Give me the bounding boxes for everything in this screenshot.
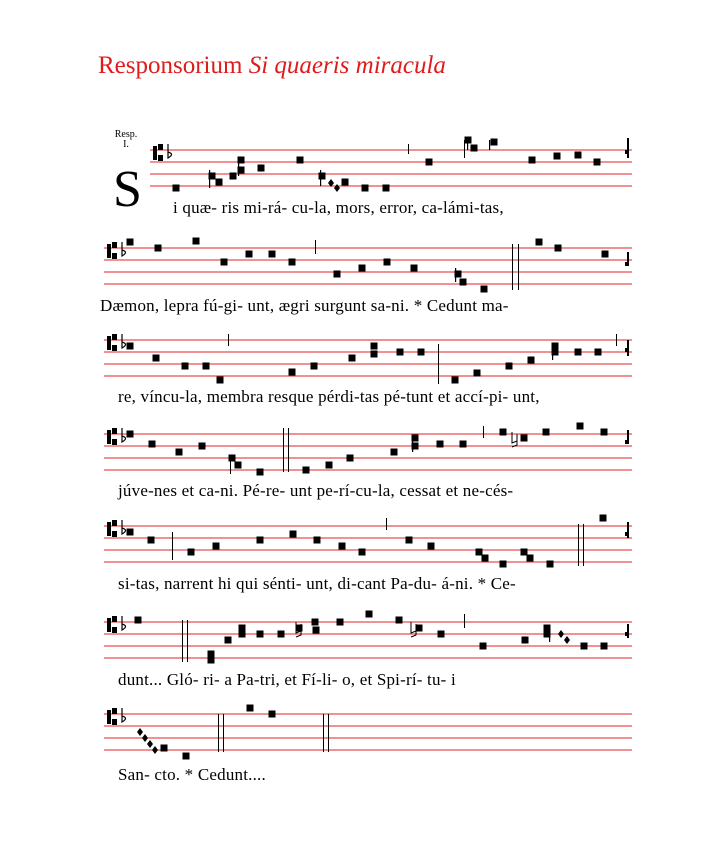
bar-line <box>218 714 219 752</box>
neume-note <box>396 617 403 624</box>
clef-icon <box>107 244 111 258</box>
neume-note <box>127 529 134 536</box>
lyric-line-7: San- cto. * Cedunt.... <box>118 765 266 784</box>
neume-note <box>312 619 319 626</box>
neume-stem <box>320 170 321 186</box>
neume-note <box>269 251 276 258</box>
neume-note <box>491 139 498 146</box>
bar-line <box>172 532 173 560</box>
lyric-line-3: re, víncu-la, membra resque pérdi-tas pé-tunt et accí-pi- unt, <box>118 387 540 406</box>
clef-icon <box>153 146 157 160</box>
lyric-line-2: Dæmon, lepra fú-gi- unt, ægri surgunt sa-ni. * Cedunt ma- <box>100 296 509 315</box>
neume-note <box>554 153 561 160</box>
neume-note <box>474 370 481 377</box>
neume-note <box>476 549 483 556</box>
neume-note <box>527 555 534 562</box>
custos-icon <box>625 632 629 636</box>
clef-icon <box>112 242 117 248</box>
bar-line <box>328 714 329 752</box>
flat-icon <box>122 708 126 722</box>
neume-note <box>148 537 155 544</box>
bar-line <box>583 524 584 566</box>
neume-note <box>506 363 513 370</box>
neume-note <box>460 441 467 448</box>
clef-icon <box>112 616 117 622</box>
neume-note <box>594 159 601 166</box>
neume-note <box>314 537 321 544</box>
neume-note <box>188 549 195 556</box>
clef-icon <box>112 719 117 725</box>
neume-note <box>334 271 341 278</box>
neume-note <box>217 377 224 384</box>
neume-note <box>127 343 134 350</box>
neume-note <box>297 157 304 164</box>
neume-note <box>173 185 180 192</box>
neume-stem <box>238 158 239 176</box>
flat-icon <box>122 242 126 256</box>
lyric-line-5: si-tas, narrent hi qui sénti- unt, di-cant Pa-du- á-ni. * Ce- <box>118 574 516 593</box>
neume-stem <box>489 140 490 150</box>
neume-note <box>581 643 588 650</box>
initial-letter: S <box>113 161 142 218</box>
neume-note <box>257 537 264 544</box>
neume-note <box>521 549 528 556</box>
neume-note <box>193 238 200 245</box>
lyric-line-6: dunt... Gló- ri- a Pa-tri, et Fí-li- o, et Spi-rí- tu- i <box>118 670 456 689</box>
neume-note <box>418 349 425 356</box>
neume-note <box>601 643 608 650</box>
neume-note <box>460 279 467 286</box>
neume-note <box>135 617 142 624</box>
neume-note <box>153 355 160 362</box>
clef-icon <box>107 710 111 724</box>
neume-stem <box>209 170 210 188</box>
neume-note <box>536 239 543 246</box>
neume-note <box>303 467 310 474</box>
neume-note <box>362 185 369 192</box>
neume-note <box>428 543 435 550</box>
rhombus-note <box>142 734 148 742</box>
neume-stem <box>549 626 550 642</box>
rhombus-note <box>137 728 143 736</box>
custos-icon <box>625 440 629 444</box>
neume-note <box>326 462 333 469</box>
bar-line <box>483 426 484 438</box>
neume-note <box>246 251 253 258</box>
neume-note <box>602 251 609 258</box>
neume-note <box>257 469 264 476</box>
neume-note <box>547 561 554 568</box>
bar-line <box>288 428 289 472</box>
neume-note <box>199 443 206 450</box>
neume-note <box>127 239 134 246</box>
flat-icon <box>122 520 126 534</box>
neume-note <box>543 429 550 436</box>
custos-icon <box>625 150 629 154</box>
rhombus-note <box>558 630 564 638</box>
neume-note <box>208 657 215 664</box>
neume-note <box>213 543 220 550</box>
clef-icon <box>112 708 117 714</box>
bar-line <box>408 144 409 154</box>
neume-note <box>575 349 582 356</box>
neume-note <box>482 555 489 562</box>
neume-note <box>230 173 237 180</box>
lyric-line-4: júve-nes et ca-ni. Pé-re- unt pe-rí-cu-la, cessat et ne-cés- <box>118 481 514 500</box>
bar-line <box>578 524 579 566</box>
clef-icon <box>112 439 117 445</box>
neume-note <box>208 651 215 658</box>
neume-note <box>438 631 445 638</box>
clef-icon <box>107 618 111 632</box>
neume-note <box>426 159 433 166</box>
responsory-label-line2: I. <box>123 139 129 150</box>
clef-icon <box>112 253 117 259</box>
neume-note <box>529 157 536 164</box>
neume-note <box>290 531 297 538</box>
neume-note <box>127 431 134 438</box>
clef-icon <box>158 144 163 150</box>
custos-icon <box>625 348 629 352</box>
flat-icon <box>168 144 172 158</box>
clef-icon <box>107 336 111 350</box>
neume-note <box>225 637 232 644</box>
neume-note <box>500 561 507 568</box>
bar-line <box>386 518 387 530</box>
neume-note <box>397 349 404 356</box>
neume-note <box>437 441 444 448</box>
neume-note <box>411 265 418 272</box>
neume-note <box>278 631 285 638</box>
clef-icon <box>112 531 117 537</box>
neume-note <box>416 625 423 632</box>
neume-note <box>257 631 264 638</box>
neume-note <box>480 643 487 650</box>
bar-line <box>616 334 617 346</box>
bar-line <box>627 138 629 158</box>
neume-note <box>289 259 296 266</box>
neume-note <box>347 455 354 462</box>
neume-stem <box>412 436 413 452</box>
neume-note <box>521 435 528 442</box>
clef-icon <box>112 627 117 633</box>
neume-note <box>577 423 584 430</box>
bar-line <box>283 428 284 472</box>
neume-note <box>239 631 246 638</box>
bar-line <box>512 244 513 290</box>
bar-line <box>230 456 231 474</box>
neume-note <box>176 449 183 456</box>
title-prefix: Responsorium <box>98 52 243 79</box>
neume-note <box>311 363 318 370</box>
rhombus-note <box>334 184 340 192</box>
neume-note <box>601 429 608 436</box>
neume-note <box>289 369 296 376</box>
neume-note <box>359 549 366 556</box>
responsory-label-line1: Resp. <box>114 129 138 140</box>
neume-note <box>221 259 228 266</box>
neume-note <box>149 441 156 448</box>
custos-icon <box>625 262 629 266</box>
neume-note <box>481 286 488 293</box>
neume-note <box>342 179 349 186</box>
bar-line <box>228 334 229 346</box>
neume-note <box>600 515 607 522</box>
bar-line <box>464 614 465 628</box>
flat-icon <box>122 334 126 348</box>
neume-note <box>406 537 413 544</box>
neume-note <box>575 152 582 159</box>
rhombus-note <box>147 740 153 748</box>
neume-note <box>371 351 378 358</box>
neume-note <box>555 245 562 252</box>
neume-note <box>471 145 478 152</box>
neume-note <box>384 259 391 266</box>
neume-note <box>313 627 320 634</box>
clef-icon <box>112 520 117 526</box>
neume-note <box>595 349 602 356</box>
neume-note <box>319 173 326 180</box>
neume-note <box>182 363 189 370</box>
neume-note <box>359 265 366 272</box>
neume-note <box>247 705 254 712</box>
neume-note <box>528 357 535 364</box>
neume-stem <box>455 268 456 282</box>
rhombus-note <box>152 746 158 754</box>
natural-icon <box>411 622 416 637</box>
bar-line <box>438 344 439 384</box>
neume-note <box>500 429 507 436</box>
flat-icon <box>122 428 126 442</box>
neume-note <box>183 753 190 760</box>
neume-note <box>229 455 236 462</box>
neume-note <box>339 543 346 550</box>
clef-icon <box>112 334 117 340</box>
bar-line <box>223 714 224 752</box>
neume-note <box>216 179 223 186</box>
neume-note <box>391 449 398 456</box>
lyric-line-1: i quæ- ris mi-rá- cu-la, mors, error, ca-lámi-tas, <box>173 198 504 217</box>
neume-note <box>269 711 276 718</box>
clef-icon <box>112 428 117 434</box>
bar-line <box>464 140 465 158</box>
rhombus-note <box>564 636 570 644</box>
neume-stem <box>552 346 553 360</box>
neume-note <box>203 363 210 370</box>
bar-line <box>518 244 519 290</box>
neume-stem <box>467 138 468 150</box>
neume-note <box>366 611 373 618</box>
clef-icon <box>158 155 163 161</box>
neume-note <box>161 745 168 752</box>
bar-line <box>182 620 183 662</box>
custos-icon <box>625 532 629 536</box>
bar-line <box>323 714 324 752</box>
neume-note <box>371 343 378 350</box>
bar-line <box>315 240 316 254</box>
neume-note <box>522 637 529 644</box>
title-italic: Si quaeris miracula <box>248 52 446 79</box>
neume-note <box>258 165 265 172</box>
clef-icon <box>107 522 111 536</box>
neume-note <box>452 377 459 384</box>
neume-note <box>349 355 356 362</box>
clef-icon <box>112 345 117 351</box>
bar-line <box>187 620 188 662</box>
neume-note <box>155 245 162 252</box>
clef-icon <box>107 430 111 444</box>
neume-note <box>239 625 246 632</box>
neume-note <box>235 462 242 469</box>
neume-note <box>383 185 390 192</box>
flat-icon <box>122 616 126 630</box>
neume-note <box>337 619 344 626</box>
